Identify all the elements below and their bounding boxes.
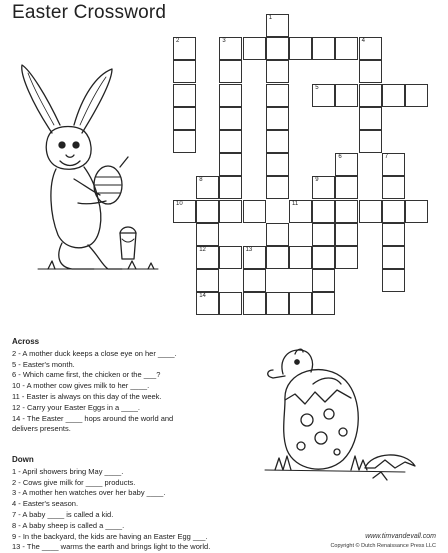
crossword-cell[interactable] (289, 246, 312, 269)
crossword-cell[interactable] (289, 37, 312, 60)
crossword-cell[interactable] (335, 246, 358, 269)
down-clue: 3 - A mother hen watches over her baby ____. (12, 488, 166, 498)
clue-number: 10 (176, 200, 183, 207)
bunny-illustration (8, 55, 168, 280)
crossword-cell[interactable] (219, 130, 242, 153)
crossword-cell[interactable] (243, 37, 266, 60)
across-clue: 14 - The Easter ____ hops around the world and (12, 413, 174, 423)
down-clue: 4 - Easter's season. (12, 499, 79, 509)
crossword-cell[interactable] (382, 176, 405, 199)
down-heading: Down (12, 455, 34, 464)
clue-number: 4 (361, 38, 365, 45)
crossword-cell[interactable] (335, 37, 358, 60)
crossword-cell[interactable] (382, 84, 405, 107)
crossword-cell[interactable] (335, 223, 358, 246)
crossword-cell[interactable] (312, 223, 335, 246)
down-clue: 13 - The ____ warms the earth and brings light to the world. (12, 542, 211, 552)
clue-number: 11 (292, 200, 299, 207)
crossword-cell[interactable] (219, 84, 242, 107)
crossword-cell[interactable] (219, 153, 242, 176)
crossword-cell[interactable] (312, 84, 335, 107)
across-clue: 5 - Easter's month. (12, 359, 75, 369)
across-clue: delivers presents. (12, 424, 71, 434)
down-clue: 9 - In the backyard, the kids are having an Easter Egg ___. (12, 531, 208, 541)
crossword-cell[interactable] (289, 292, 312, 315)
crossword-cell[interactable] (219, 246, 242, 269)
clue-number: 8 (199, 177, 203, 184)
website-url: www.timvandevall.com (365, 533, 436, 540)
crossword-cell[interactable] (196, 200, 219, 223)
crossword-cell[interactable] (196, 223, 219, 246)
crossword-cell[interactable] (196, 292, 219, 315)
crossword-cell[interactable] (359, 200, 382, 223)
crossword-cell[interactable] (359, 107, 382, 130)
crossword-cell[interactable] (219, 60, 242, 83)
crossword-cell[interactable] (173, 200, 196, 223)
crossword-cell[interactable] (243, 246, 266, 269)
crossword-cell[interactable] (405, 200, 428, 223)
crossword-cell[interactable] (219, 200, 242, 223)
clue-number: 9 (315, 177, 319, 184)
across-heading: Across (12, 337, 40, 346)
across-clue: 11 - Easter is always on this day of the week. (12, 391, 162, 401)
crossword-cell[interactable] (266, 246, 289, 269)
down-clues (12, 455, 210, 553)
crossword-cell[interactable] (266, 14, 289, 37)
crossword-cell[interactable] (219, 107, 242, 130)
crossword-cell[interactable] (312, 200, 335, 223)
crossword-cell[interactable] (335, 153, 358, 176)
crossword-cell[interactable] (219, 292, 242, 315)
crossword-cell[interactable] (359, 37, 382, 60)
clue-number: 6 (338, 154, 342, 161)
crossword-cell[interactable] (173, 37, 196, 60)
clue-number: 1 (268, 15, 273, 21)
crossword-cell[interactable] (382, 153, 405, 176)
clue-number: 12 (199, 247, 206, 253)
crossword-cell[interactable] (243, 292, 266, 315)
crossword-cell[interactable] (173, 60, 196, 83)
crossword-cell[interactable] (382, 269, 405, 292)
crossword-cell[interactable] (335, 84, 358, 107)
clue-number: 3 (222, 38, 226, 45)
crossword-cell[interactable] (312, 37, 335, 60)
crossword-cell[interactable] (266, 37, 289, 60)
crossword-cell[interactable] (196, 246, 219, 269)
crossword-cell[interactable] (359, 84, 382, 107)
crossword-cell[interactable] (312, 246, 335, 269)
crossword-cell[interactable] (382, 246, 405, 269)
crossword-cell[interactable] (266, 107, 289, 130)
crossword-cell[interactable] (196, 176, 219, 199)
down-clue: 1 - April showers bring May ____. (12, 466, 124, 476)
clue-number: 2 (176, 38, 180, 45)
crossword-cell[interactable] (266, 60, 289, 83)
crossword-cell[interactable] (243, 200, 266, 223)
crossword-cell[interactable] (243, 269, 266, 292)
across-clue: 6 - Which came first, the chicken or the ___? (12, 370, 161, 380)
crossword-cell[interactable] (312, 292, 335, 315)
duckling-illustration (255, 340, 435, 500)
crossword-cell[interactable] (359, 130, 382, 153)
across-clue: 2 - A mother duck keeps a close eye on her ____. (12, 348, 177, 358)
crossword-cell[interactable] (266, 153, 289, 176)
page-title: Easter Crossword (12, 2, 167, 23)
crossword-cell[interactable] (382, 223, 405, 246)
crossword-cell[interactable] (335, 176, 358, 199)
crossword-cell[interactable] (266, 84, 289, 107)
across-clue: 10 - A mother cow gives milk to her ____. (12, 381, 150, 391)
crossword-cell[interactable] (382, 200, 405, 223)
clue-number: 5 (315, 84, 319, 91)
crossword-cell[interactable] (266, 292, 289, 315)
across-clue: 12 - Carry your Easter Eggs in a ____. (12, 402, 140, 412)
clue-number: 13 (245, 247, 253, 253)
crossword-cell[interactable] (173, 84, 196, 107)
crossword-cell[interactable] (173, 130, 196, 153)
down-clue: 8 - A baby sheep is called a ____. (12, 520, 125, 530)
crossword-cell[interactable] (289, 200, 312, 223)
down-clue: 7 - A baby ____ is called a kid. (12, 509, 114, 519)
crossword-cell[interactable] (266, 176, 289, 199)
crossword-cell[interactable] (359, 60, 382, 83)
crossword-cell[interactable] (266, 223, 289, 246)
down-clue: 2 - Cows give milk for ____ products. (12, 477, 136, 487)
clue-number: 7 (384, 154, 389, 161)
clue-number: 14 (199, 293, 206, 300)
across-clues (12, 337, 177, 435)
crossword-cell[interactable] (196, 269, 219, 292)
copyright-text: Copyright © Dutch Renaissance Press LLC (330, 543, 436, 549)
crossword-cell[interactable] (312, 176, 335, 199)
crossword-cell[interactable] (266, 130, 289, 153)
crossword-cell[interactable] (405, 84, 428, 107)
crossword-cell[interactable] (219, 176, 242, 199)
crossword-cell[interactable] (219, 37, 242, 60)
crossword-cell[interactable] (335, 200, 358, 223)
crossword-cell[interactable] (173, 107, 196, 130)
crossword-cell[interactable] (312, 269, 335, 292)
